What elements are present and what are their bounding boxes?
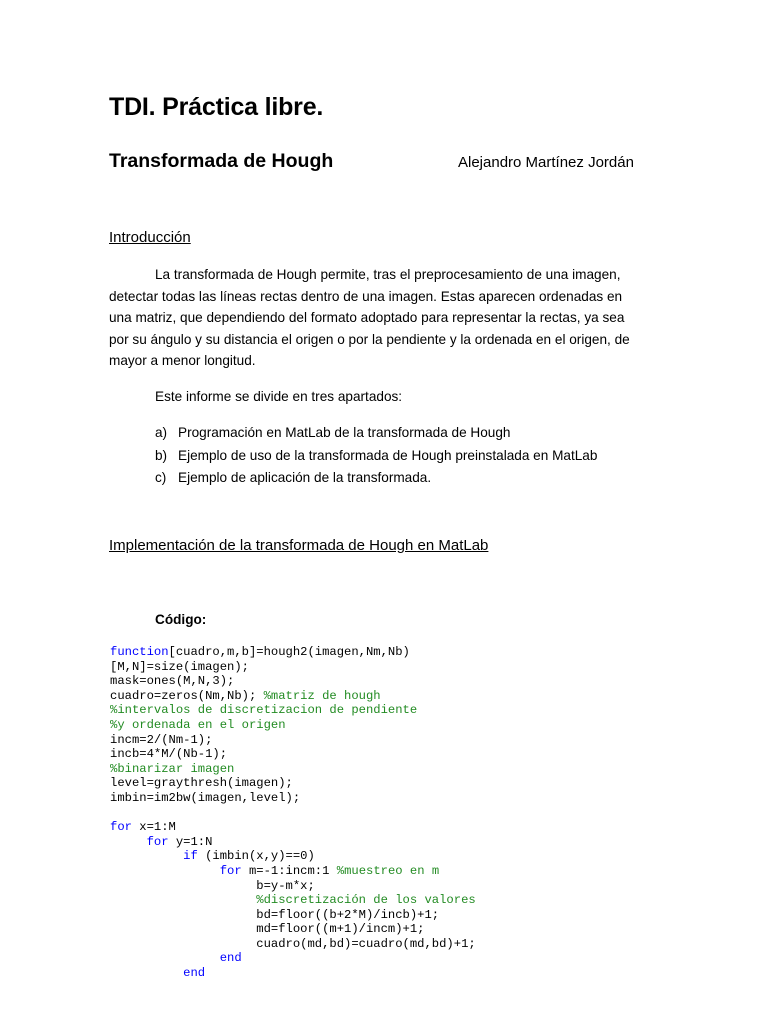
code-line <box>110 864 476 879</box>
code-line <box>110 835 476 850</box>
code-line <box>110 776 476 791</box>
code-text: incm=2/(Nm-1); <box>110 732 213 747</box>
code-block <box>110 645 476 981</box>
list-item: b) Ejemplo de uso de la transformada de Hough preinstalada en MatLab <box>155 447 598 463</box>
code-keyword: function <box>110 645 169 659</box>
code-label: Código: <box>155 612 207 627</box>
code-line <box>110 937 476 952</box>
code-line <box>110 660 476 675</box>
code-line <box>110 893 476 908</box>
division-sentence: Este informe se divide en tres apartados: <box>155 389 403 404</box>
list-item: c) Ejemplo de aplicación de la transformada. <box>155 470 432 485</box>
document-subtitle: Transformada de Hough <box>109 150 334 172</box>
code-text: [cuadro,m,b]=hough2(imagen,Nm,Nb) <box>168 645 410 659</box>
sections-list <box>155 422 597 490</box>
code-blank-line <box>110 806 476 821</box>
author-name: Alejandro Martínez Jordán <box>458 154 634 171</box>
code-comment: %binarizar imagen <box>110 761 235 776</box>
code-keyword: end <box>219 951 242 966</box>
code-text: b=y-m*x; <box>256 878 315 893</box>
code-text: imbin=im2bw(imagen,level); <box>110 790 301 805</box>
code-text: cuadro(md,bd)=cuadro(md,bd)+1; <box>256 936 476 951</box>
code-text: bd=floor((b+2*M)/incb)+1; <box>256 907 440 922</box>
code-line <box>110 922 476 937</box>
code-text: (imbin(x,y)==0) <box>197 849 315 864</box>
code-text: [M,N]=size(imagen); <box>110 659 249 674</box>
intro-paragraph-line: una matriz, que dependiendo del formato adoptado para representar la rectas, ya sea <box>109 310 625 326</box>
code-comment: %intervalos de discretizacion de pendiente <box>110 703 418 718</box>
code-line <box>110 703 476 718</box>
intro-paragraph-line: detectar todas las líneas rectas dentro de una imagen. Estas aparecen ordenadas en <box>109 288 623 304</box>
code-keyword: if <box>183 849 198 864</box>
code-line <box>110 791 476 806</box>
code-line <box>110 908 476 923</box>
code-text: level=graythresh(imagen); <box>110 776 293 791</box>
code-comment: %muestreo en m <box>336 863 440 878</box>
intro-heading: Introducción <box>109 229 191 246</box>
code-comment: %y ordenada en el origen <box>110 717 286 732</box>
code-line <box>110 762 476 777</box>
implementation-heading: Implementación de la transformada de Hough en MatLab <box>109 537 489 554</box>
code-line <box>110 849 476 864</box>
code-comment: %discretización de los valores <box>256 893 476 908</box>
list-item: a) Programación en MatLab de la transformada de Hough <box>155 425 511 440</box>
code-line <box>110 733 476 748</box>
code-line <box>110 674 476 689</box>
code-text: y=1:N <box>168 834 213 849</box>
code-keyword: end <box>183 966 206 981</box>
code-line <box>110 718 476 733</box>
code-text: md=floor((m+1)/incm)+1; <box>256 922 425 937</box>
code-line <box>110 879 476 894</box>
intro-paragraph-line: mayor a menor longitud. <box>109 353 256 369</box>
code-line <box>110 645 476 660</box>
code-text: incb=4*M/(Nb-1); <box>110 747 228 762</box>
code-line <box>110 747 476 762</box>
code-keyword: for <box>219 863 242 878</box>
code-line <box>110 966 476 981</box>
code-line <box>110 689 476 704</box>
intro-paragraph <box>109 264 669 372</box>
code-keyword: for <box>110 820 132 835</box>
code-text: cuadro=zeros(Nm,Nb); <box>110 688 264 703</box>
code-keyword: for <box>146 834 169 849</box>
code-comment: %matriz de hough <box>263 688 381 703</box>
code-line <box>110 951 476 966</box>
code-line <box>110 820 476 835</box>
code-text: m=-1:incm:1 <box>241 863 337 878</box>
code-text: x=1:M <box>131 820 176 835</box>
intro-paragraph-line: La transformada de Hough permite, tras el preprocesamiento de una imagen, <box>155 267 621 282</box>
code-text: mask=ones(M,N,3); <box>110 674 235 689</box>
document-title: TDI. Práctica libre. <box>109 93 324 121</box>
intro-paragraph-line: por su ángulo y su distancia el origen o por la pendiente y la ordenada en el origen, de <box>109 331 630 347</box>
